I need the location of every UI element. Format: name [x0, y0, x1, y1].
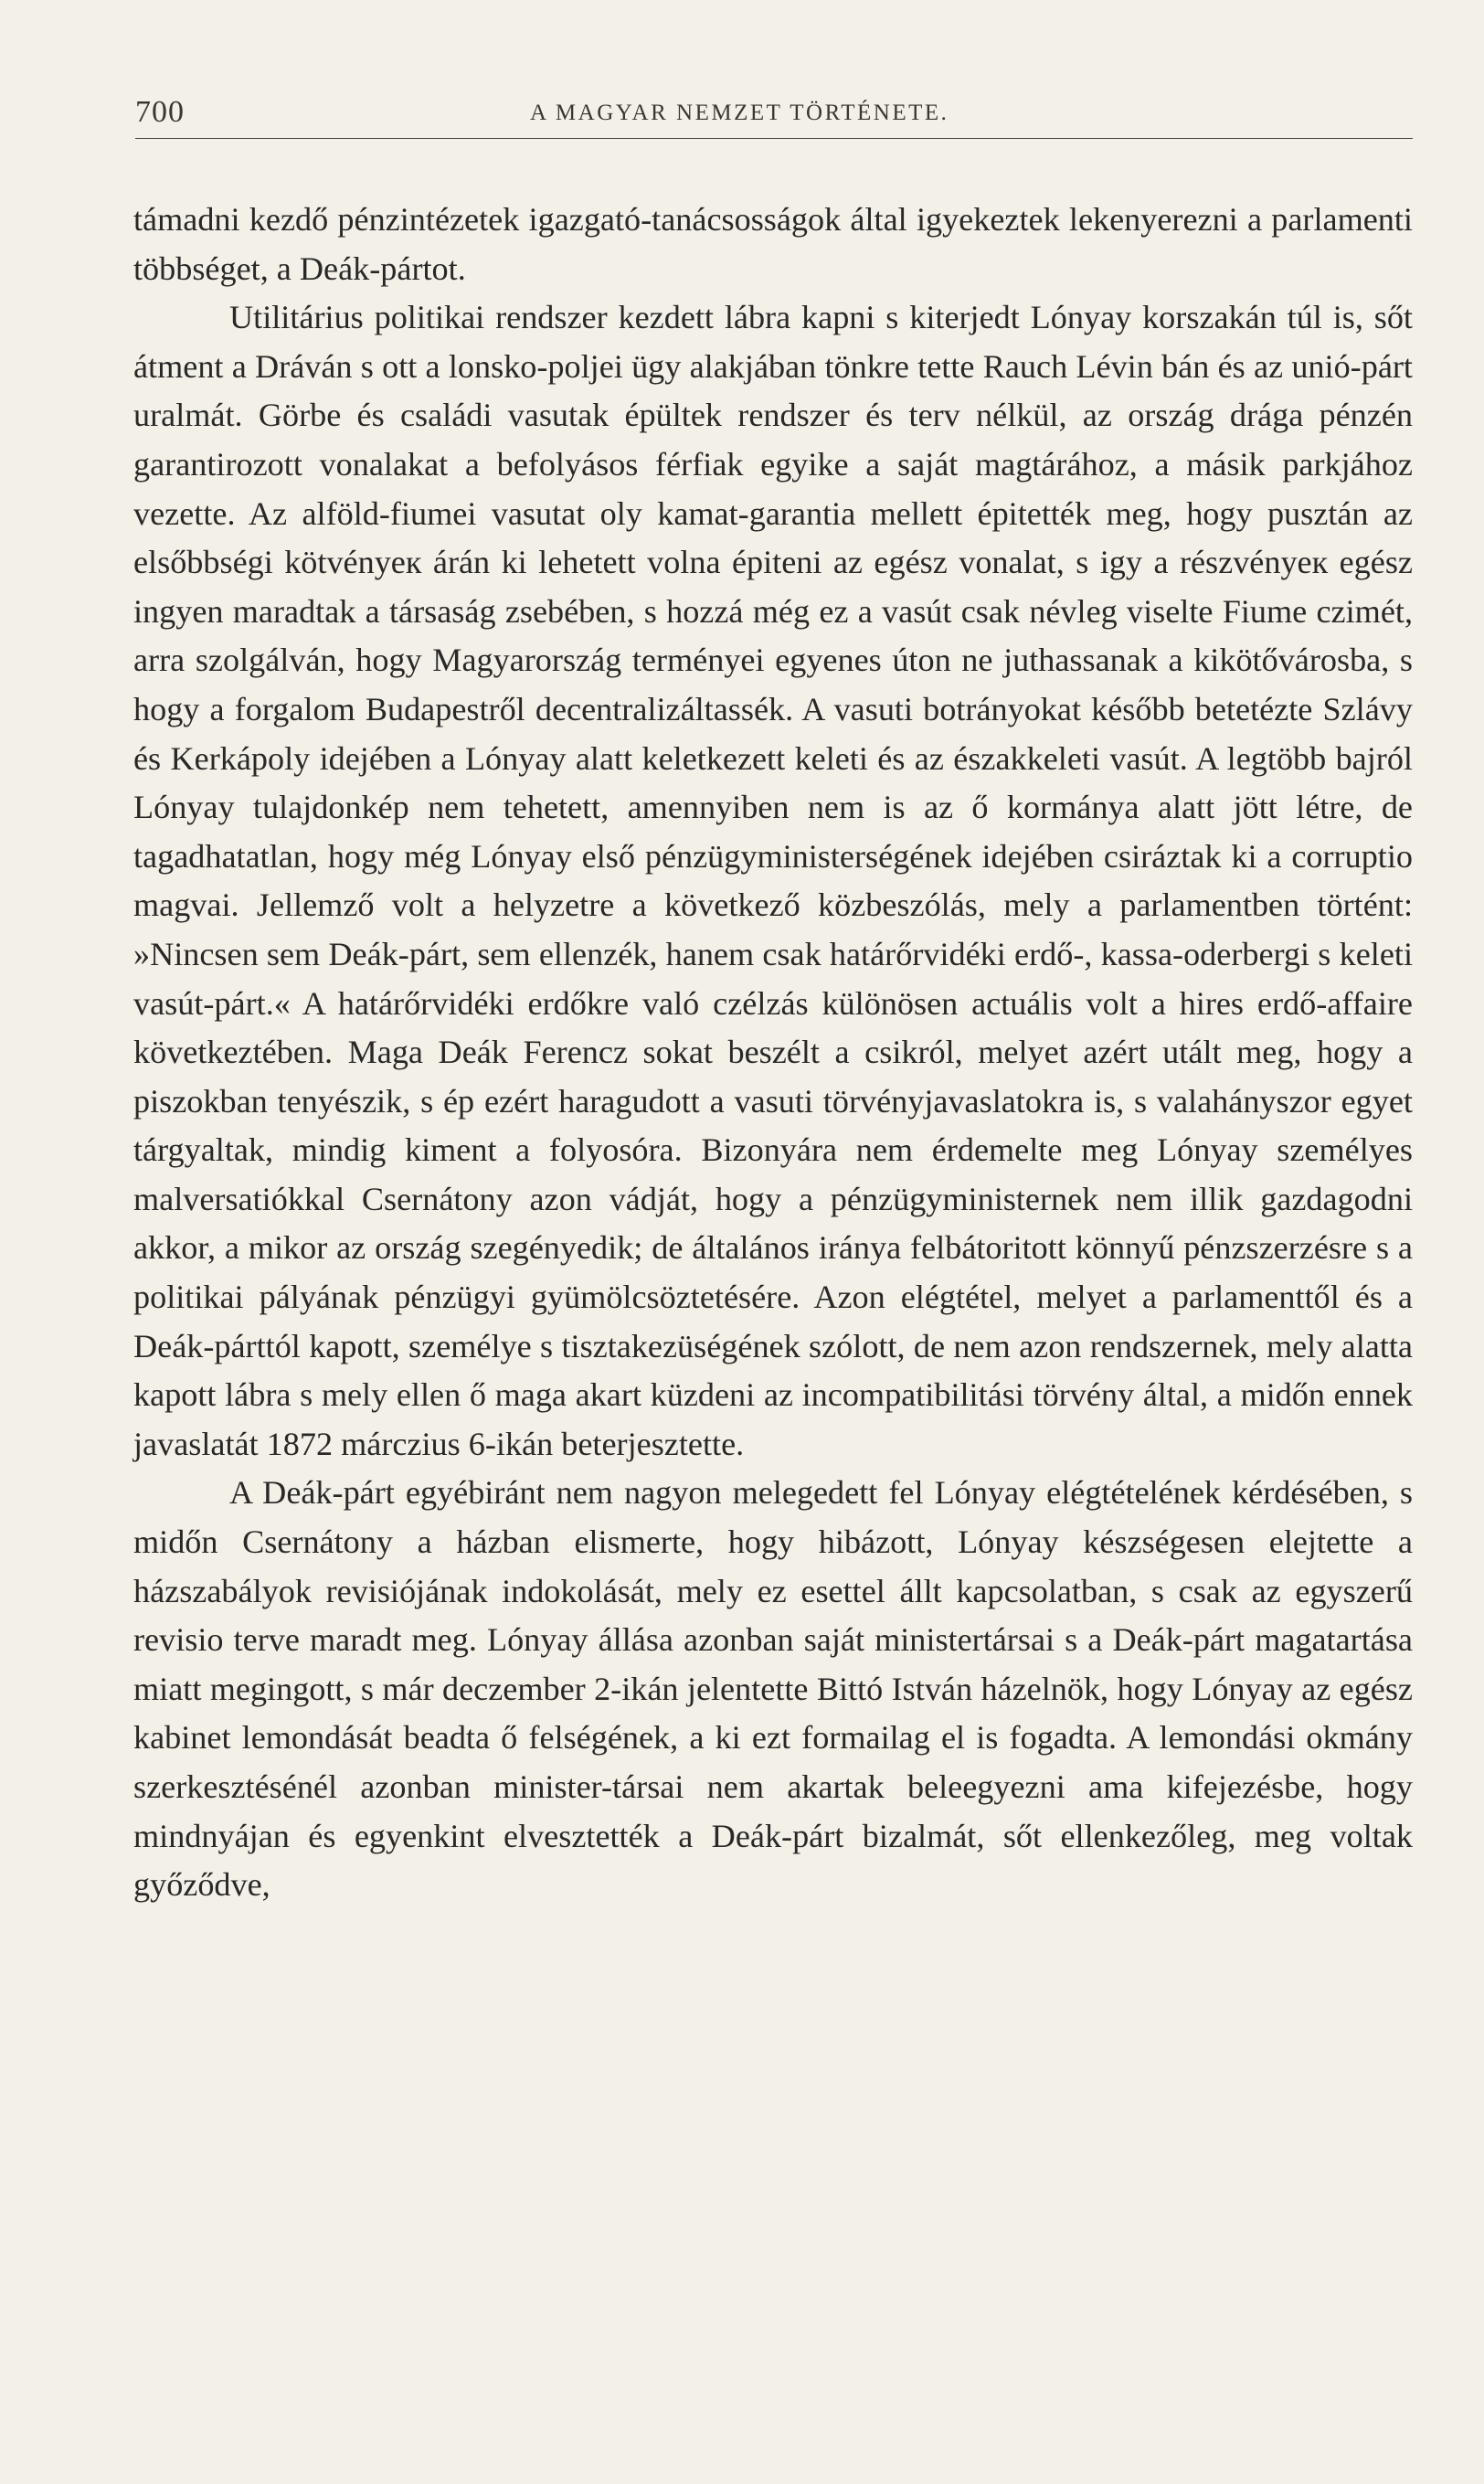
page-number: 700 — [135, 95, 185, 129]
page-header — [135, 88, 1415, 135]
running-title: A MAGYAR NEMZET TÖRTÉNETE. — [530, 101, 949, 125]
header-rule — [135, 138, 1413, 139]
body-text — [133, 196, 1413, 1910]
paragraph-3: A Deák-párt egyébiránt nem nagyon melegedett fel Lónyay elégtételének kérdésében, s midőn Csernátony a házban elismerte, hogy hibázott, Lónyay készségesen elejtette a házszabályok revisiójának indokolását, mely ez esettel állt kapcsolatban, s csak az egyszerű revisio terve maradt meg. Lónyay állása azonban saját ministertársai s a Deák-párt magatartása miatt megingott, s már deczember 2-ikán jelentette Bittó István házelnök, hogy Lónyay az egész kabinet lemondását beadta ő felségének, a ki ezt formailag el is fogadta. A lemondási okmány szerkesztésénél azonban minister-társai nem akartak beleegyezni ama kifejezésbe, hogy mindnyájan és egyenkint elvesztették a Deák-párt bizalmát, sőt ellenkezőleg, meg voltak győződve, — [133, 1474, 1413, 1904]
paragraph-1: támadni kezdő pénzintézetek igazgató-tanácsosságok által igyekeztek lekenyerezni a parlamenti többséget, a Deák-pártot. — [133, 201, 1413, 287]
paragraph-2: Utilitárius politikai rendszer kezdett lábra kapni s kiterjedt Lónyay korszakán túl is, sőt átment a Dráván s ott a lonsko-poljei ügy alakjában tönkre tette Rauch Lévin bán és az unió-párt uralmát. Görbe és családi vasutak épültek rendszer és terv nélkül, az ország drága pénzén garantirozott vonalakat a befolyásos férfiak egyike a saját magtárához, a másik parkjához vezette. Az alföld-fiumei vasutat oly kamat-garantia mellett épitették meg, hogy pusztán az elsőbbségi kötvényeк árán ki lehetett volna épiteni az egész vonalat, s igy a részvényeк egész ingyen maradtak a társaság zsebében, s hozzá még ez a vasút csak névleg viselte Fiume czimét, arra szolgálván, hogy Magyarország terményei egyenes úton ne juthassanak a kikötővárosba, s hogy a forgalom Budapestről decentralizáltassék. A vasuti botrányokat később betetézte Szlávy és Kerkápoly idejében a Lónyay alatt keletkezett keleti és az északkeleti vasút. A legtöbb bajról Lónyay tulajdonkép nem tehetett, amennyiben nem is az ő kormánya alatt jött létre, de tagadhatatlan, hogy még Lónyay első pénzügyministerségének idejében csiráztak ki a corruptio magvai. Jellemző volt a helyzetre a következő közbeszólás, mely a parlamentben történt: »Nincsen sem Deák-párt, sem ellenzék, hanem csak határőrvidéki erdő-, kassa-oderbergi s keleti vasút-párt.« A határőrvidéki erdőkre való czélzás különösen actuális volt a hires erdő-affaire következtében. Maga Deák Ferencz sokat beszélt a csikról, melyet azért utált meg, hogy a piszokban tenyészik, s ép ezért haragudott a vasuti törvényjavaslatokra is, s valahányszor egyet tárgyaltak, mindig kiment a folyosóra. Bizonyára nem érdemelte meg Lónyay személyes malversatiókkal Csernátony azon vádját, hogy a pénzügyministernek nem illik gazdagodni akkor, a mikor az ország szegényedik; de általános iránya felbátoritott könnyű pénzszerzésre s a politikai pályának pénzügyi gyümölcsöztetésére. Azon elégtétel, melyet a parlamenttől és a Deák-párttól kapott, személye s tisztakezüségének szólott, de nem azon rendszernek, mely alatta kapott lábra s mely ellen ő maga akart küzdeni az incompatibilitási törvény által, a midőn ennek javaslatát 1872 márczius 6-ikán beterjesztette. — [133, 299, 1413, 1462]
